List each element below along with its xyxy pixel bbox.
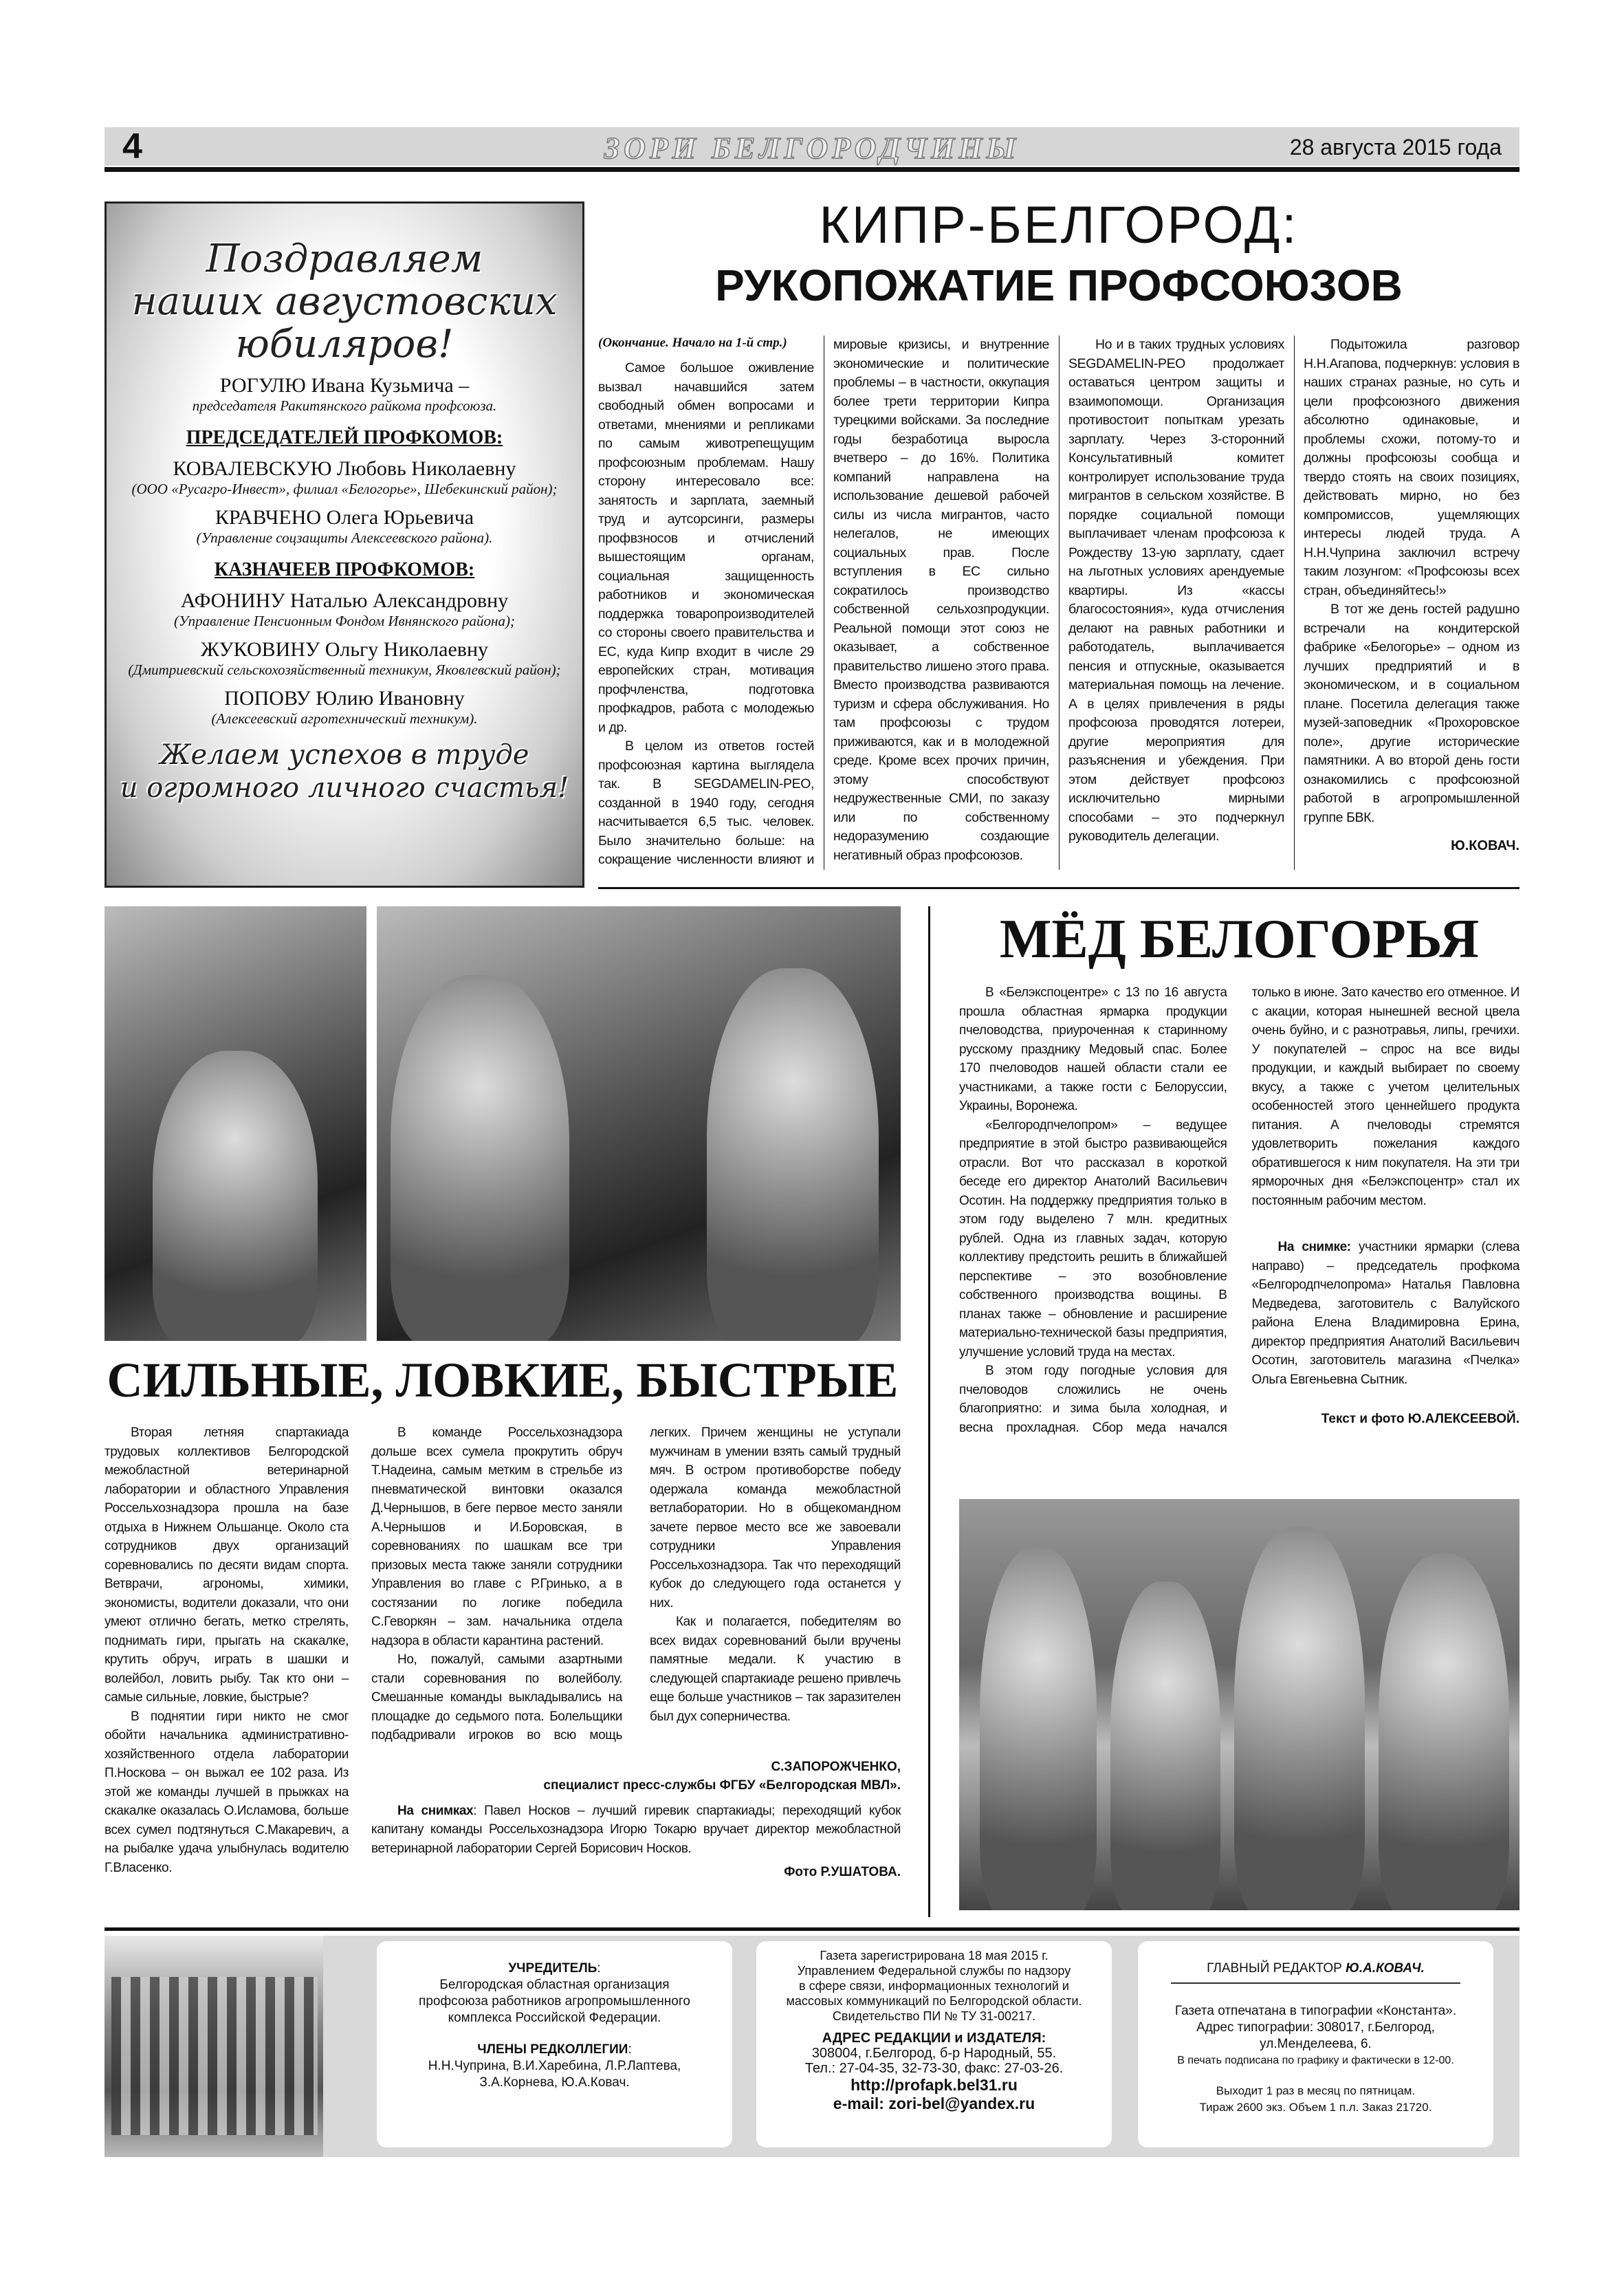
address-label: АДРЕС РЕДАКЦИИ и ИЗДАТЕЛЯ: [822,2031,1046,2046]
honoree-org: (Управление соцзащиты Алексеевского района). [196,529,493,546]
article-author: Ю.КОВАЧ. [1451,838,1519,853]
footer-line: Управлением Федеральной службы по надзору [797,1964,1071,1978]
paragraph: В этом году погодные условия для пчеловодов сложились не очень благоприятно: и зима была холодная, и весна прохладная. Сбор меда начался только в июне. Зато качество его отменное. И с акации, которая нынешней весной цвела очень буйно, и с разнотравья, липы, гречихи. У покупателей – спрос на все виды продукции, и каждый выбирает по своему вкусу, а также с учетом целительных особенностей этого ценнейшего продукта питания. А пчеловоды стремятся удовлетворить пожелания каждого обратившегося к ним покупателя. На эти три ярморочных дня «Белэкспоцентр» стал их постоянным рабочим местом. [959,985,1519,1435]
paragraph: В «Белэкспоцентре» с 13 по 16 августа прошла областная ярмарка продукции пчеловодства, приуроченная к старинному русскому празднику Медовый спас. Более 170 пчеловодов нашей области стали ее участниками, а также гости с Белоруссии, Украины, Воронежа. [959,985,1227,1113]
footer-line: профсоюза работников агропромышленного [419,1994,690,2009]
congrats-title-line: Поздравляем [206,237,483,281]
paragraph: В команде Россельхознадзора дольше всех сумела прокрутить обруч Т.Надеина, самым метким в стрельбе из пневматической винтовки оказался Д.Чернышов, в беге первое место заняли А.Чернышов и И.Боровская, в соревнованиях по шашкам все три призовых места также заняли сотрудники Управления во главе с Р.Гринько, а в состязании по логике победила С.Геворкян – зам. начальника отдела надзора в области карантина растений. [371,1425,622,1648]
footer-line: Свидетельство ПИ № ТУ 31-00217. [832,2009,1036,2023]
congrats-wish-line: Желаем успехов в труде [160,739,529,771]
article-headline: МЁД БЕЛОГОРЬЯ [999,909,1480,970]
paragraph: «Белгородпчелопром» – ведущее предприятие в этой быстро развивающейся отрасли. Вот что рассказал в короткой беседе его директор Анатолий Васильевич Осотин. На поддержку предприятия только в этом году выделено 7 млн. кредитных рублей. Одна из главных задач, которую коллективу предстоить решить в ближайшей перспективе – это возобновление собственного производства вощины. В планах также – обновление и расширение материально-технической базы предприятия, улучшение условий труда на местах. [959,1117,1227,1359]
footer-line: Н.Н.Чуприна, В.И.Харебина, Л.Р.Лаптева, [428,2059,681,2073]
honoree-group [107,457,582,547]
honoree-org: (ООО «Русагро-Инвест», филиал «Белогорье», Шебекинский район); [131,481,558,497]
footer-line: 308004, г.Белгород, б-р Народный, 55. [811,2046,1057,2061]
building-photo [105,1936,323,2157]
congrats-heading: ПРЕДСЕДАТЕЛЕЙ ПРОФКОМОВ: [186,427,503,448]
continuation-note: (Окончание. Начало на 1-й стр.) [598,336,787,350]
article-columns-wrapper [371,1423,901,1880]
email-link[interactable]: e-mail: zori-bel@yandex.ru [833,2095,1035,2112]
founder-label: УЧРЕДИТЕЛЬ [508,1961,597,1976]
website-link[interactable]: http://profapk.bel31.ru [851,2076,1018,2094]
footer-line: Газета зарегистрирована 18 мая 2015 г. [820,1949,1049,1963]
footer-line: Адрес типографии: 308017, г.Белгород, [1196,2020,1435,2035]
printing-text [1138,2003,1493,2053]
congrats-title [107,238,582,366]
photo-credit: Фото Р.УШАТОВА. [784,1865,901,1879]
footer-line: ул.Менделеева, 6. [1260,2037,1372,2051]
paragraph: В поднятии гири никто не смог обойти начальника административно-хозяйственного отдела лаборатории П.Носкова – он выжал ее 102 раза. Из этой же команды лучшей в прыжках на скакалке оказалась О.Исламова, больше всех сумел подтянуться С.Макаревич, а на рыбалке удача улыбнулась водителю Г.Власенко. [105,1709,349,1875]
article-headline: СИЛЬНЫЕ, ЛОВКИЕ, БЫСТРЫЕ [107,1353,899,1408]
address-text [756,2046,1112,2076]
congrats-heading: КАЗНАЧЕЕВ ПРОФКОМОВ: [214,559,475,580]
article-author: С.ЗАПОРОЖЧЕНКО, [771,1759,901,1774]
honoree-name: КРАВЧЕНО Олега Юрьевича [215,506,474,529]
article-body-kipr [598,336,1519,870]
article-column [105,1423,349,1877]
photo-fair-participants [959,1499,1519,1910]
honoree-org: (Алексеевский агротехнический техникум). [211,710,478,727]
footer-line: Белгородская областная организация [439,1978,670,1992]
honoree-name: РОГУЛЮ Ивана Кузьмича – [219,374,470,397]
author-role: специалист пресс-службы ФГБУ «Белгородская МВЛ». [543,1778,901,1793]
editor-label: ГЛАВНЫЙ РЕДАКТОР [1207,1961,1342,1976]
imprint-footer [105,1936,1519,2157]
registration-box [756,1941,1112,2147]
honoree-group [107,589,582,728]
honoree-name: ЖУКОВИНУ Ольгу Николаевну [200,638,489,661]
footer-line: в сфере связи, информационных технологий и [799,1979,1069,1993]
vertical-divider [928,906,930,1917]
honoree-org: (Дмитриевский сельскохозяйственный техникум, Яковлевский район); [128,662,561,678]
paragraph: Подытожила разговор Н.Н.Агапова, подчеркнув: условия в наших странах разные, но суть и цели профсоюзного движения абсолютно одинаковые, и проблемы схожи, потому-то и должны профсоюзы сообща и твердо стоять на своих позициях, действовать мирно, но без компромиссов, ущемляющих интересы людей труда. А Н.Н.Чуприна заключил встречу таким лозунгом: «Профсоюзы всех стран, объединяйтесь!» [1304,337,1519,598]
article-subheadline: РУКОПОЖАТИЕ ПРОФСОЮЗОВ [715,261,1403,310]
honoree-name: АФОНИНУ Наталью Александровну [180,589,509,612]
issue-date: 28 августа 2015 года [1289,135,1502,160]
author-block [371,1758,901,1795]
paragraph: Самое большое оживление вызвал начавшийся затем свободный обмен вопросами и ответами, мнениями и репликами по самым животрепещущим профсоюзным проблемам. Нашу сторону интересовало все: занятость и зарплата, заемный труд и аутсорсинги, размеры профвзносов и отчислений вышестоящим органам, социальная защищенность работников и экономическая поддержка товаропроизводителей со стороны своего правительства и ЕС, куда Кипр входит в числе 29 европейских стран, мотивация профчленства, подготовка профкадров, работа с молодежью и др. [598,360,814,735]
footer-rule [105,1927,1519,1931]
honoree-org: (Управление Пенсионным Фондом Ивнянского района); [174,613,515,629]
article-headline: КИПР-БЕЛГОРОД: [819,196,1299,254]
issue-info [1138,2083,1493,2116]
paper-title: ЗОРИ БЕЛГОРОДЧИНЫ [604,131,1020,165]
congratulations-box [105,201,584,888]
photo-cup-award [377,906,901,1341]
congrats-wish-line: и огромного личного счастья! [120,772,569,804]
article-body-honey [959,983,1519,1437]
footer-line: комплекса Российской Федерации. [448,2011,661,2025]
congrats-title-line: наших августовских [131,279,558,324]
editor-box [1138,1941,1493,2147]
caption-text: участники ярмарки (слева направо) – председатель профкома «Белгородпчелопрома» Наталья Павловна Медведева, заготовитель с Валуйского района Елена Владимировна Ерина, директор предприятия Анатолий Васильевич Осотин, заготовитель магазина «Пчелка» Ольга Евгеньевна Сытник. [1251,1240,1519,1387]
paragraph: Но, пожалуй, самыми азартными стали соревнования по волейболу. Смешанные команды выкладывались на площадке до седьмого пота. Болельщики подбадривали игроков во всю мощь легких. Причем женщины не уступали мужчинам в умении взять самый трудный мяч. В остром противоборстве победу одержала команда межобластной ветлаборатории. Но в общекомандном зачете первое место все же завоевали сотрудники Управления Россельхознадзора. Так что переходящий кубок до следующего года останется у них. [371,1425,901,1742]
footer-line: Тираж 2600 экз. Объем 1 п.л. Заказ 21720. [1199,2101,1432,2114]
registration-text [756,1948,1112,2024]
footer-line: Тел.: 27-04-35, 32-73-30, факс: 27-03-26. [804,2061,1064,2076]
footer-line: массовых коммуникаций по Белгородской области. [786,1994,1082,2008]
honoree-org: председателя Ракитянского райкома профсоюза. [192,397,497,414]
caption-text: : Павел Носков – лучший гиревик спартакиады; переходящий кубок капитану команды Россельхознадзора Игорю Токарю вручает директор межобластной ветеринарной лаборатории Сергей Борисович Носков. [371,1803,901,1856]
photo-kettlebell-lifter [105,906,366,1341]
board-label: ЧЛЕНЫ РЕДКОЛЛЕГИИ [477,2042,628,2057]
header-rule [105,167,1519,172]
article-columns [371,1423,901,1745]
photo-credit: Текст и фото Ю.АЛЕКСЕЕВОЙ. [1321,1412,1519,1426]
founder-text [377,1977,732,2026]
caption-label: На снимке: [1277,1240,1351,1254]
congrats-title-line: юбиляров! [235,322,454,367]
founder-box: УЧРЕДИТЕЛЬ: Белгородская областная организация профсоюза работников агропромышленного комплекса Российской Федерации. ЧЛЕНЫ РЕДКОЛЛЕГИИ: Н.Н.Чуприна, В.И.Харебина, Л.Р.Лаптева, З.А.Корнева, Ю.А.Ковач. [377,1941,732,2147]
footer-line: Выходит 1 раз в месяц по пятницам. [1216,2084,1416,2097]
paragraph: В целом из ответов гостей профсоюзная картина выглядела так. В SEGDAMELIN-PEO, созданной в 1940 году, сегодня насчитывается 6,5 тыс. человек. Было значительно больше: на сокращение численности влияют и мировые кризисы, и внутренние экономические и политические проблемы – в частности, оккупация более трети территории Кипра турецкими войсками. За последние годы безработица выросла вчетверо – до 16%. Политика компаний направлена на использование дешевой рабочей силы из числа мигрантов, часто нелегалов, не имеющих социальных прав. После вступления в ЕС сильно сократилось производство собственной сельхозпродукции. Реальной помощи этот союз не оказывает, а собственное правительство лишено этого права. Вместо производства развиваются туризм и сфера обслуживания. Но там профсоюзы с трудом приживаются, как и в молодежной среде. Кроме всех прочих причин, этому способствуют недружественные СМИ, по заказу или по собственному недоразумению создающие негативный образ профсоюзов. [598,337,1049,867]
footer-line: З.А.Корнева, Ю.А.Ковач. [479,2075,630,2090]
footer-line: Газета отпечатана в типографии «Константа». [1174,2004,1457,2018]
photo-caption [371,1802,901,1859]
page-number: 4 [122,127,142,166]
honoree-name: КОВАЛЕВСКУЮ Любовь Николаевну [173,457,516,480]
divider [598,887,1519,889]
paragraph: Как и полагается, победителям во всех видах соревнований были вручены памятные медали. К участию в следующей спартакиаде решено привлечь еще больше участников – так заразителен был дух соперничества. [650,1615,901,1724]
photo-caption [1252,1238,1520,1389]
honoree-name: ПОПОВУ Юлию Ивановну [224,687,465,710]
caption-label: На снимках [397,1803,474,1818]
signed-line: В печать подписана по графику и фактически в 12-00. [1177,2055,1454,2066]
paragraph: Но и в таких трудных условиях SEGDAMELIN-PEO продолжает оставаться центром защиты и взаимопомощи. Организация противостоит попыткам урезать зарплату. Через 3-сторонний Консультативный комитет контролирует использование труда мигрантов в сельском хозяйстве. В порядке социальной помощи выплачивает членам профсоюза к Рождеству 13-ую зарплату, сдает на льготных условиях арендуемые квартиры. Из «кассы благосостояния», куда отчисления делают на равных работники и работодатель, выплачивается пенсия и отпускные, оказывается материальная помощь на лечение. А в целях привлечения в ряды профсоюза проводятся лотереи, другие мероприятия для разъяснения и убеждения. При этом действует профсоюз исключительно мирными способами – это подчеркнул руководитель делегации. [1068,337,1284,844]
editor-name: Ю.А.КОВАЧ. [1346,1961,1425,1976]
board-members [377,2058,732,2091]
paragraph: Вторая летняя спартакиада трудовых коллективов Белгородской межобластной ветеринарной лаборатории и областного Управления Россельхознадзора прошла на базе отдыха в Нижнем Ольшанце. Около ста сотрудников двух организаций соревновались по десяти видам спорта. Ветврачи, агрономы, химики, экономисты, водители доказали, что они умеют отлично бегать, метко стрелять, поднимать гири, прыгать на скакалке, крутить обруч, играть в шашки и волейбол, ловить рыбу. Так кто они – самые сильные, ловкие, быстрые? [105,1425,349,1705]
paragraph: В тот же день гостей радушно встречали на кондитерской фабрике «Белогорье» – одном из лучших предприятий и в экономическом, и в социальном плане. Посетила делегация также музей-заповедник «Прохоровское поле», другие исторические памятники. А во второй день гости ознакомились с профсоюзной работой в агропромышленной группе БВК. [1304,602,1519,825]
